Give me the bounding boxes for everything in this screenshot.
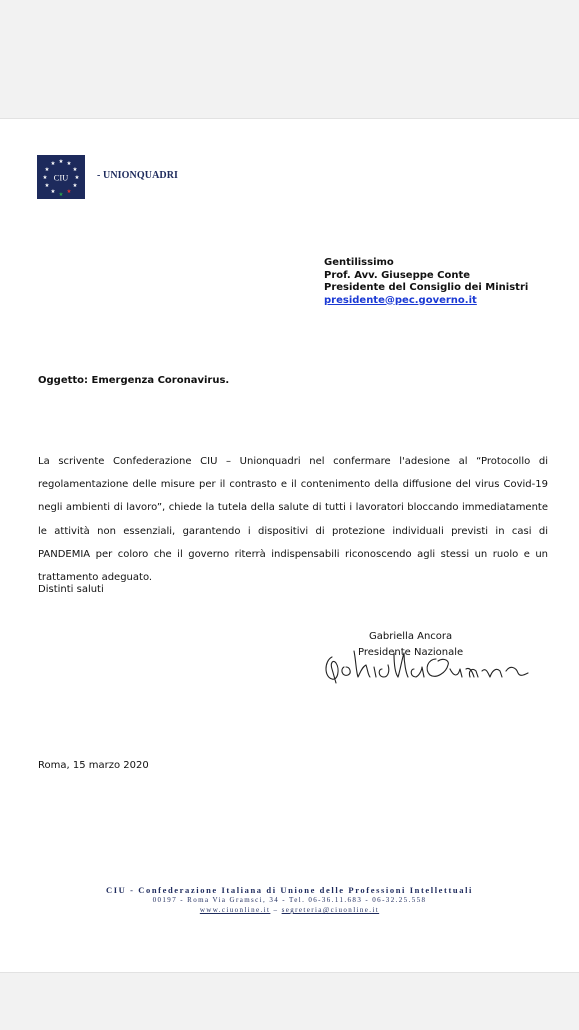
letter-footer [0, 885, 579, 915]
svg-text:★: ★ [66, 161, 72, 167]
handwritten-signature [318, 643, 534, 685]
letter-closing: Distinti saluti [38, 584, 104, 595]
recipient-email-link[interactable]: presidente@pec.governo.it [324, 294, 477, 306]
footer-address-line: 00197 - Roma Via Gramsci, 34 - Tel. 06-36.11.683 - 06-32.25.558 [152, 896, 427, 904]
svg-text:★: ★ [72, 183, 78, 189]
recipient-name: Prof. Avv. Giuseppe Conte [324, 269, 471, 281]
logo-text: CIU [53, 172, 69, 183]
ciu-logo [37, 155, 85, 199]
letter-body: La scrivente Confederazione CIU – Unionquadri nel confermare l'adesione al “Protocollo di regolamentazione delle misure per il contrasto e il contenimento della diffusione del virus Covid-19 negli ambienti di lavoro”, chiede la tutela della salute di tutti i lavoratori bloccando immediatamente le attività non essenziali, garantendo i dispositivi di protezione individuali previsti in casi di PANDEMIA per coloro che il governo riterrà indispensabili riconoscendo agli stessi un ruolo e un trattamento adeguato. [38, 456, 548, 584]
svg-text:★: ★ [42, 175, 48, 181]
svg-text:★: ★ [72, 167, 78, 173]
footer-email-link[interactable]: segreteria@ciuonline.it [281, 906, 380, 914]
recipient-block [324, 257, 528, 307]
svg-text:★: ★ [66, 189, 72, 195]
svg-text:★: ★ [44, 183, 50, 189]
letter-subject: Oggetto: Emergenza Coronavirus. [38, 375, 230, 386]
footer-separator: – [273, 906, 279, 914]
org-name: - UNIONQUADRI [97, 170, 179, 181]
signer-name: Gabriella Ancora [369, 631, 453, 642]
recipient-salutation: Gentilissimo [324, 257, 394, 268]
letter-date: Roma, 15 marzo 2020 [38, 760, 149, 771]
recipient-title: Presidente del Consiglio dei Ministri [324, 282, 529, 293]
svg-text:★: ★ [58, 192, 64, 198]
svg-text:★: ★ [50, 189, 56, 195]
footer-org-line: CIU - Confederazione Italiana di Unione delle Professioni Intellettuali [105, 885, 474, 895]
footer-website-link[interactable]: www.ciuonline.it [199, 906, 271, 914]
footer-links-line [0, 905, 579, 915]
svg-text:★: ★ [44, 167, 50, 173]
letter-page [0, 118, 579, 973]
svg-text:★: ★ [50, 161, 56, 167]
signer-role: Presidente Nazionale [358, 647, 464, 658]
svg-text:★: ★ [74, 175, 80, 181]
svg-text:★: ★ [58, 159, 64, 165]
